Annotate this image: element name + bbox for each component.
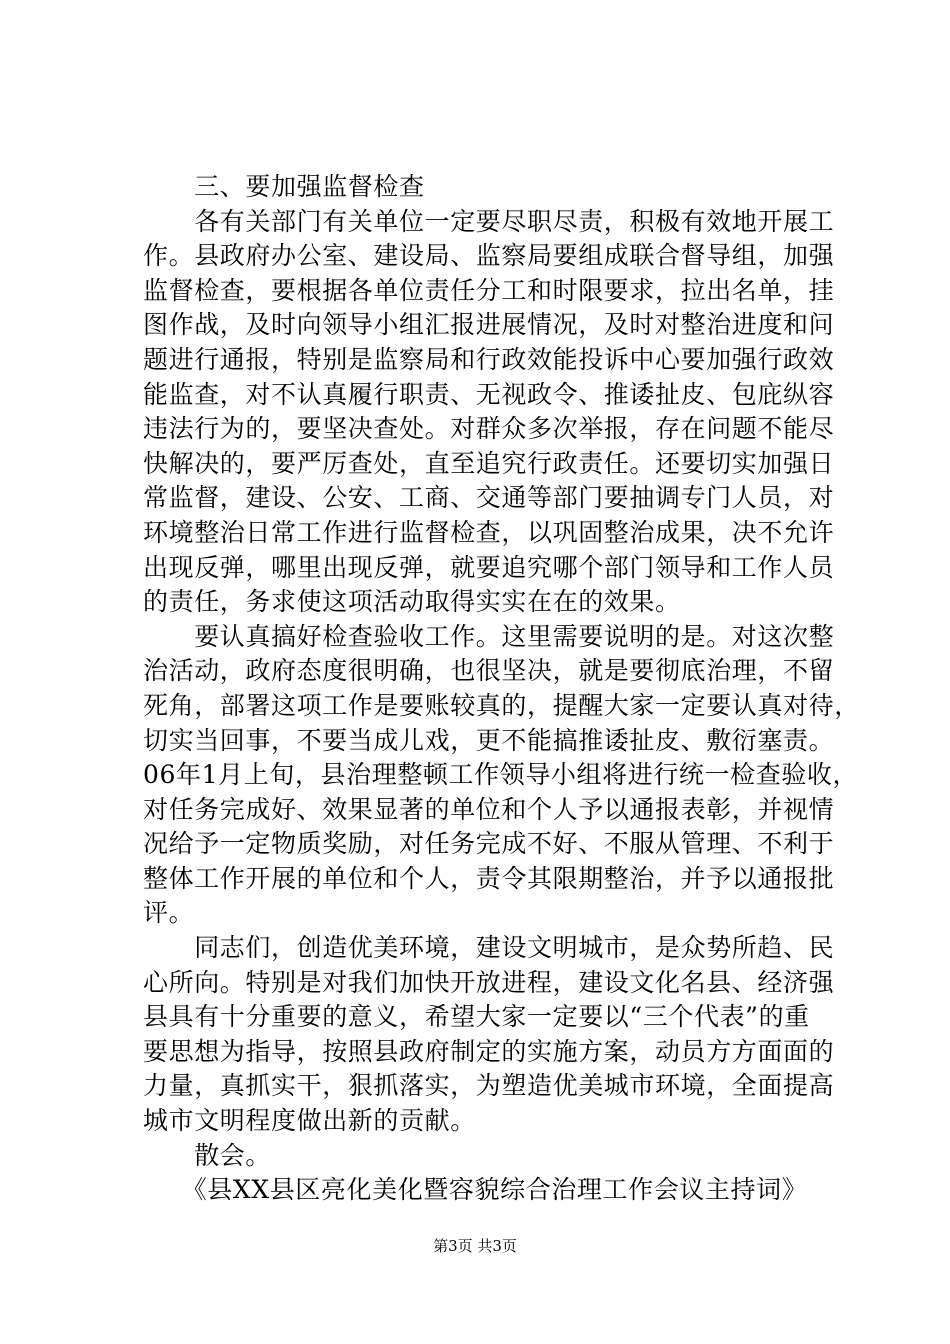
paragraph-line: 的责任，务求使这项活动取得实实在在的效果。 — [143, 587, 681, 617]
paragraph-line: 要认真搞好检查验收工作。这里需要说明的是。对这次整 — [143, 621, 835, 651]
paragraph-line: 监督检查，要根据各单位责任分工和时限要求，拉出名单，挂 — [143, 275, 835, 305]
paragraph-line: 常监督，建设、公安、工商、交通等部门要抽调专门人员，对 — [143, 483, 835, 513]
paragraph-line: 各有关部门有关单位一定要尽职尽责，积极有效地开展工 — [143, 206, 835, 236]
paragraph-line: 环境整治日常工作进行监督检查，以巩固整治成果，决不允许 — [143, 517, 835, 547]
section-heading: 三、要加强监督检查 — [143, 172, 425, 201]
page-footer — [0, 1236, 950, 1256]
paragraph-line: 评。 — [143, 898, 195, 928]
paragraph-line: 死角，部署这项工作是要账较真的，提醒大家一定要认真对待， — [143, 690, 860, 720]
paragraph-line: 况给予一定物质奖励，对任务完成不好、不服从管理、不利于 — [143, 829, 835, 859]
paragraph-line: 整体工作开展的单位和个人，责令其限期整治，并予以通报批 — [143, 863, 835, 893]
paragraph-line: 切实当回事，不要当成儿戏，更不能搞推诿扯皮、敷衍塞责。 — [143, 725, 835, 755]
paragraph-line: 出现反弹，哪里出现反弹，就要追究哪个部门领导和工作人员 — [143, 552, 835, 582]
document-body — [143, 170, 860, 1208]
paragraph-line: 城市文明程度做出新的贡献。 — [143, 1106, 476, 1136]
closing-line: 散会。 — [143, 1140, 272, 1170]
paragraph-line: 作。县政府办公室、建设局、监察局要组成联合督导组，加强 — [143, 241, 835, 271]
paragraph-line: 快解决的，要严厉查处，直至追究行政责任。还要切实加强日 — [143, 448, 835, 478]
paragraph-line: 违法行为的，要坚决查处。对群众多次举报，存在问题不能尽 — [143, 414, 835, 444]
paragraph-line: 要思想为指导，按照县政府制定的实施方案，动员方方面面的 — [143, 1036, 835, 1066]
paragraph-line: 对任务完成好、效果显著的单位和个人予以通报表彰，并视情 — [143, 794, 835, 824]
page-number: 第3页 共3页 — [433, 1237, 517, 1255]
paragraph-line: 力量，真抓实干，狠抓落实，为塑造优美城市环境，全面提高 — [143, 1071, 835, 1101]
paragraph-line: 县具有十分重要的意义，希望大家一定要以“三个代表”的重 — [143, 1002, 810, 1032]
paragraph-line: 题进行通报，特别是监察局和行政效能投诉中心要加强行政效 — [143, 344, 835, 374]
paragraph-line: 治活动，政府态度很明确，也很坚决，就是要彻底治理，不留 — [143, 656, 835, 686]
document-title-line: 《县XX县区亮化美化暨容貌综合治理工作会议主持词》 — [143, 1175, 808, 1205]
paragraph-line: 心所向。特别是对我们加快开放进程，建设文化名县、经济强 — [143, 967, 835, 997]
paragraph-line: 能监查，对不认真履行职责、无视政令、推诿扯皮、包庇纵容 — [143, 379, 835, 409]
paragraph-line: 同志们，创造优美环境，建设文明城市，是众势所趋、民 — [143, 933, 835, 963]
paragraph-line: 06年1月上旬，县治理整顿工作领导小组将进行统一检查验收， — [143, 760, 859, 790]
paragraph-line: 图作战，及时向领导小组汇报进展情况，及时对整治进度和问 — [143, 310, 835, 340]
